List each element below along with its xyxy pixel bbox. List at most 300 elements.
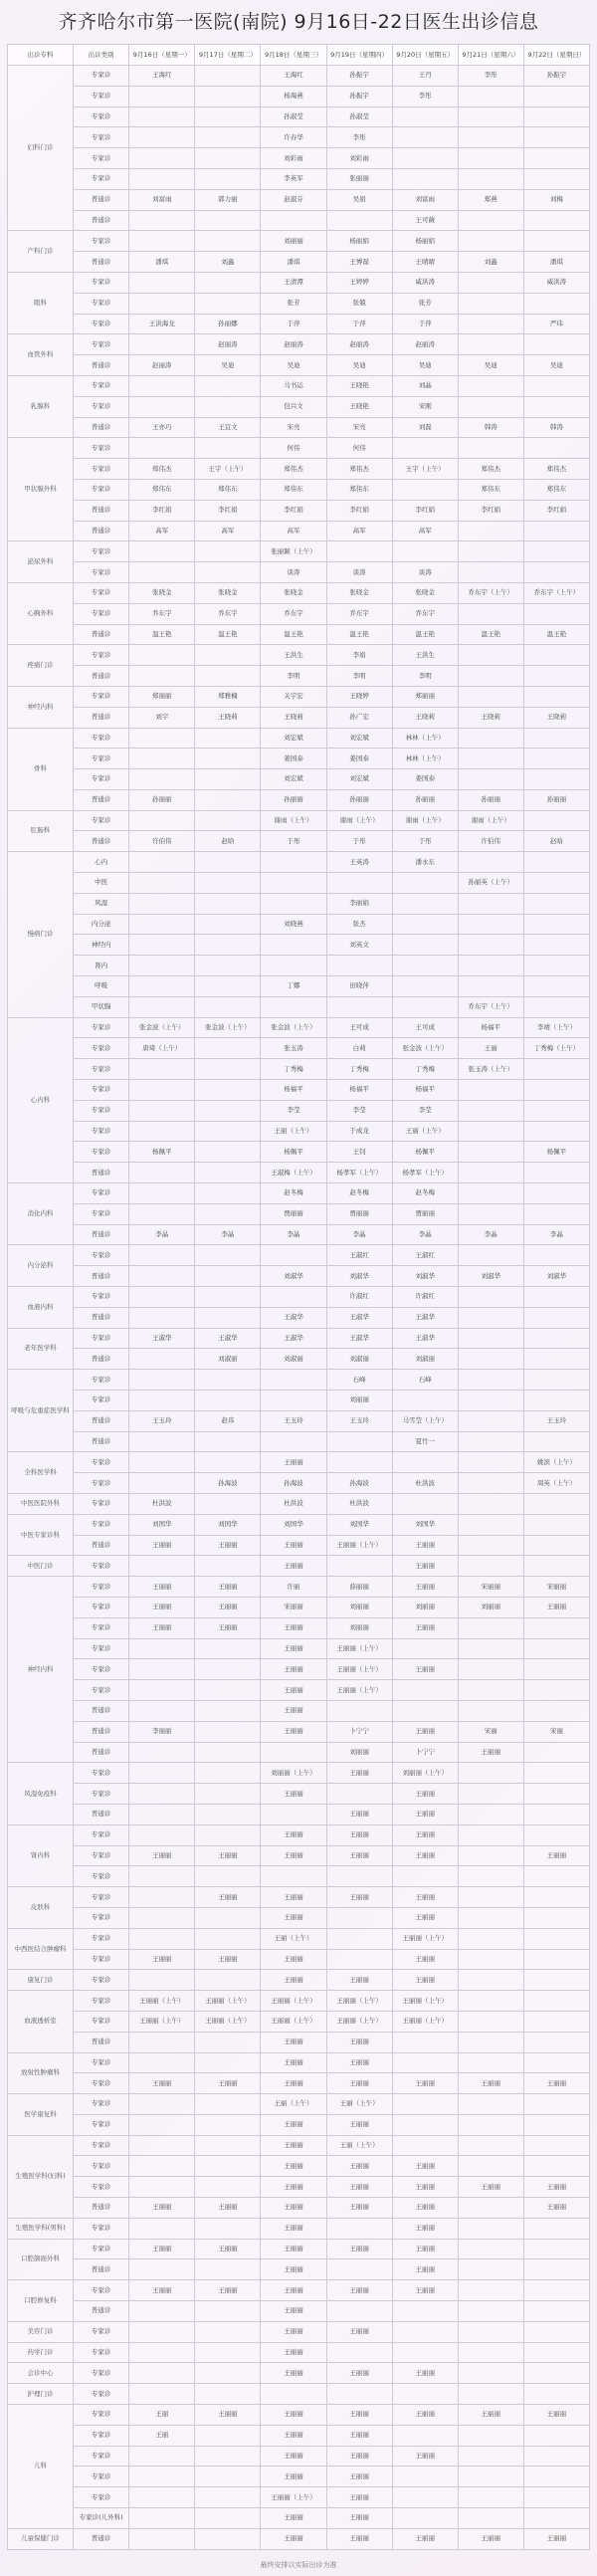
type-cell: 专家诊	[74, 1887, 129, 1908]
doctor-cell: 王丽丽	[392, 1887, 458, 1908]
doctor-cell: 王丽丽	[392, 2280, 458, 2301]
table-row	[8, 1514, 590, 1535]
type-cell: 专家诊	[74, 1203, 129, 1224]
doctor-cell: 王丽丽	[392, 1556, 458, 1577]
doctor-cell: 赵丽涛	[326, 334, 392, 355]
doctor-cell: 张金波（上午）	[129, 1017, 195, 1038]
dept-cell: 中医医院外科	[8, 1493, 74, 1514]
header-cell-type: 出诊类别	[74, 45, 129, 66]
dept-cell: 会诊中心	[8, 2363, 74, 2384]
doctor-cell: 王丽丽（上午）	[326, 1535, 392, 1556]
header-cell-dept: 出诊专科	[8, 45, 74, 66]
table-row	[8, 2239, 590, 2259]
schedule-table	[7, 44, 590, 2550]
doctor-cell: 王丽丽	[458, 2073, 523, 2094]
doctor-cell: 王淑华	[326, 1328, 392, 1349]
doctor-cell: 孙海波	[195, 1473, 261, 1494]
doctor-cell	[195, 728, 261, 749]
doctor-cell: 王海红	[261, 66, 326, 87]
doctor-cell	[523, 1742, 589, 1763]
doctor-cell	[458, 1452, 523, 1473]
doctor-cell: 王丽丽	[326, 2363, 392, 2384]
doctor-cell: 王丽丽（上午）	[392, 1928, 458, 1949]
doctor-cell: 温王艳	[523, 624, 589, 645]
doctor-cell: 孙广宏	[326, 707, 392, 728]
dept-cell: 内分泌科	[8, 1245, 74, 1287]
doctor-cell: 赵淑芬	[261, 189, 326, 210]
doctor-cell: 赵丽涛	[392, 334, 458, 355]
doctor-cell	[458, 1535, 523, 1556]
table-row	[8, 2011, 590, 2032]
doctor-cell	[523, 521, 589, 541]
doctor-cell: 王丽丽	[261, 2239, 326, 2259]
doctor-cell	[458, 2135, 523, 2156]
table-row	[8, 521, 590, 541]
doctor-cell	[458, 148, 523, 169]
doctor-cell	[458, 2487, 523, 2508]
doctor-cell: 李晶	[392, 1224, 458, 1245]
doctor-cell: 王晓莉	[458, 707, 523, 728]
doctor-cell: 王丽丽	[129, 2239, 195, 2259]
doctor-cell	[458, 1349, 523, 1370]
doctor-cell: 张晓金	[195, 582, 261, 603]
doctor-cell: 赵冬梅	[261, 1183, 326, 1204]
doctor-cell	[195, 2135, 261, 2156]
doctor-cell: 谢雨（上午）	[392, 810, 458, 831]
doctor-cell: 刘国华	[195, 1514, 261, 1535]
table-row	[8, 996, 590, 1017]
doctor-cell	[129, 1349, 195, 1370]
doctor-cell: 张晓金	[326, 582, 392, 603]
doctor-cell: 王丽丽	[261, 1452, 326, 1473]
doctor-cell: 王丽丽	[326, 1845, 392, 1866]
doctor-cell	[392, 2032, 458, 2052]
doctor-cell: 张晓金	[261, 582, 326, 603]
doctor-cell	[458, 210, 523, 231]
doctor-cell: 王丽丽	[261, 1845, 326, 1866]
doctor-cell	[195, 749, 261, 769]
type-cell: 普通诊	[74, 1266, 129, 1287]
doctor-cell: 王丽丽	[326, 2425, 392, 2446]
doctor-cell: 张兢	[326, 293, 392, 314]
doctor-cell: 李彤	[326, 127, 392, 148]
doctor-cell: 王丽丽	[195, 1617, 261, 1638]
doctor-cell: 杨福平	[326, 1080, 392, 1101]
doctor-cell	[458, 2363, 523, 2384]
doctor-cell: 王丽丽	[392, 1970, 458, 1991]
doctor-cell	[523, 2342, 589, 2363]
doctor-cell	[261, 1287, 326, 1308]
doctor-cell	[458, 686, 523, 707]
doctor-cell	[129, 127, 195, 148]
type-cell: 专家诊	[74, 1183, 129, 1204]
doctor-cell: 孙振宇	[326, 66, 392, 87]
doctor-cell	[392, 148, 458, 169]
doctor-cell: 刘晶	[392, 375, 458, 396]
doctor-cell	[195, 2467, 261, 2487]
doctor-cell: 刘宏斌	[326, 769, 392, 790]
type-cell: 普通诊	[74, 624, 129, 645]
doctor-cell: 周英（上午）	[523, 1473, 589, 1494]
type-cell: 专家诊	[74, 2384, 129, 2405]
doctor-cell: 高军	[195, 521, 261, 541]
doctor-cell	[523, 603, 589, 624]
doctor-cell: 韩涛	[458, 417, 523, 438]
doctor-cell	[458, 749, 523, 769]
doctor-cell	[261, 873, 326, 894]
type-cell: 专家诊	[74, 272, 129, 293]
table-row	[8, 1224, 590, 1245]
doctor-cell	[129, 1700, 195, 1721]
doctor-cell	[523, 107, 589, 127]
dept-cell: 美容门诊	[8, 2321, 74, 2342]
doctor-cell: 王晓莉	[195, 707, 261, 728]
doctor-cell	[458, 1825, 523, 1845]
doctor-cell: 王丽丽	[195, 1535, 261, 1556]
doctor-cell: 杜洪波	[326, 1493, 392, 1514]
doctor-cell	[458, 231, 523, 252]
type-cell: 普通诊	[74, 2259, 129, 2280]
doctor-cell: 何伟	[261, 438, 326, 459]
doctor-cell: 王钊	[326, 1142, 392, 1163]
doctor-cell: 王丽	[129, 2405, 195, 2426]
doctor-cell	[195, 2218, 261, 2239]
table-row	[8, 1452, 590, 1473]
doctor-cell	[523, 2384, 589, 2405]
doctor-cell: 石峰	[326, 1370, 392, 1391]
table-row	[8, 728, 590, 749]
doctor-cell	[326, 956, 392, 976]
doctor-cell	[392, 1866, 458, 1887]
doctor-cell	[195, 2094, 261, 2115]
doctor-cell: 何伟	[326, 438, 392, 459]
doctor-cell	[458, 1287, 523, 1308]
doctor-cell: 乔东宇（上午）	[458, 996, 523, 1017]
doctor-cell	[458, 438, 523, 459]
doctor-cell	[195, 1928, 261, 1949]
doctor-cell: 王玉玲	[261, 1410, 326, 1431]
doctor-cell	[195, 1370, 261, 1391]
doctor-cell: 孙丽娜	[195, 314, 261, 334]
doctor-cell: 王丽丽	[392, 2239, 458, 2259]
doctor-cell	[129, 1804, 195, 1825]
doctor-cell	[523, 127, 589, 148]
doctor-cell	[195, 2508, 261, 2529]
table-row	[8, 1742, 590, 1763]
table-row	[8, 810, 590, 831]
doctor-cell: 王丽（上午）	[326, 2135, 392, 2156]
doctor-cell	[523, 2218, 589, 2239]
dept-cell: 神经内科	[8, 686, 74, 728]
type-cell: 普通诊	[74, 1163, 129, 1183]
header-cell-day: 9月19日（星期四）	[326, 45, 392, 66]
doctor-cell	[195, 541, 261, 562]
table-row	[8, 686, 590, 707]
type-cell: 普通诊	[74, 707, 129, 728]
doctor-cell	[195, 1742, 261, 1763]
table-row	[8, 831, 590, 852]
table-row	[8, 86, 590, 107]
doctor-cell: 王丽丽	[392, 1845, 458, 1866]
type-cell: 专家诊	[74, 2487, 129, 2508]
table-row	[8, 2218, 590, 2239]
doctor-cell: 王丽丽	[458, 1742, 523, 1763]
doctor-cell	[326, 873, 392, 894]
doctor-cell	[129, 1307, 195, 1328]
type-cell: 专家诊	[74, 1991, 129, 2012]
doctor-cell: 王丽丽	[326, 2073, 392, 2094]
doctor-cell	[195, 1163, 261, 1183]
table-row	[8, 914, 590, 935]
type-cell: 甲状腺	[74, 996, 129, 1017]
doctor-cell: 温王艳	[129, 624, 195, 645]
table-row	[8, 314, 590, 334]
doctor-cell: 王丽丽	[261, 2073, 326, 2094]
doctor-cell	[195, 1907, 261, 1928]
table-row	[8, 2094, 590, 2115]
table-row	[8, 2135, 590, 2156]
doctor-cell: 刘丽丽	[261, 231, 326, 252]
doctor-cell	[129, 2135, 195, 2156]
doctor-cell: 张丽丽	[326, 168, 392, 189]
type-cell: 专家诊	[74, 2114, 129, 2135]
doctor-cell: 李晶	[523, 1224, 589, 1245]
table-row	[8, 417, 590, 438]
doctor-cell	[523, 1659, 589, 1680]
doctor-cell	[326, 2218, 392, 2239]
dept-cell: 心胸外科	[8, 582, 74, 644]
dept-cell: 中医专家诊科	[8, 1514, 74, 1556]
type-cell: 专家诊	[74, 2218, 129, 2239]
doctor-cell	[195, 2487, 261, 2508]
doctor-cell	[458, 2446, 523, 2467]
doctor-cell: 王丽丽（上午）	[392, 2011, 458, 2032]
doctor-cell	[458, 1163, 523, 1183]
footer-note: 最终安排以实际出诊为准	[260, 2561, 337, 2569]
doctor-cell	[129, 728, 195, 749]
doctor-cell: 杨佩平	[261, 1142, 326, 1163]
doctor-cell	[458, 541, 523, 562]
type-cell: 专家诊	[74, 1825, 129, 1845]
doctor-cell	[458, 2156, 523, 2177]
doctor-cell	[195, 1203, 261, 1224]
doctor-cell	[261, 1866, 326, 1887]
doctor-cell: 李丽丽	[129, 1721, 195, 1742]
doctor-cell	[392, 479, 458, 500]
table-row	[8, 127, 590, 148]
doctor-cell: 吴迪	[195, 355, 261, 376]
doctor-cell	[195, 1100, 261, 1121]
doctor-cell: 王丽丽	[261, 2528, 326, 2549]
type-cell: 专家诊	[74, 1245, 129, 1266]
doctor-cell: 姜国泰	[392, 769, 458, 790]
type-cell: 专家诊	[74, 1680, 129, 1701]
doctor-cell: 宋刚	[392, 396, 458, 417]
table-row	[8, 645, 590, 666]
doctor-cell	[129, 1121, 195, 1142]
dept-cell: 中医门诊	[8, 1556, 74, 1577]
doctor-cell: 王玉玲	[129, 1410, 195, 1431]
doctor-cell: 谢雨（上午）	[261, 810, 326, 831]
doctor-cell	[523, 562, 589, 583]
type-cell: 普通诊	[74, 1742, 129, 1763]
doctor-cell	[195, 1700, 261, 1721]
doctor-cell	[129, 1100, 195, 1121]
doctor-cell: 王丽丽	[326, 1970, 392, 1991]
type-cell: 专家诊	[74, 1638, 129, 1659]
doctor-cell: 张芳	[392, 293, 458, 314]
type-cell: 专家诊	[74, 2405, 129, 2426]
doctor-cell	[129, 1928, 195, 1949]
type-cell: 专家诊	[74, 1142, 129, 1163]
doctor-cell: 王丽	[129, 2425, 195, 2446]
doctor-cell: 刘磊	[392, 417, 458, 438]
type-cell: 专家诊	[74, 314, 129, 334]
doctor-cell: 宋亮	[261, 417, 326, 438]
doctor-cell: 王丽丽（上午）	[129, 2011, 195, 2032]
doctor-cell: 郑伟东	[326, 479, 392, 500]
doctor-cell: 孙海波	[326, 1473, 392, 1494]
type-cell: 专家诊	[74, 1659, 129, 1680]
table-row	[8, 2487, 590, 2508]
doctor-cell	[523, 1535, 589, 1556]
doctor-cell	[261, 1431, 326, 1452]
doctor-cell	[458, 666, 523, 687]
type-cell: 中医	[74, 873, 129, 894]
doctor-cell	[523, 2135, 589, 2156]
doctor-cell: 王丽丽	[326, 2032, 392, 2052]
doctor-cell	[195, 976, 261, 997]
doctor-cell: 郑丽丽	[392, 686, 458, 707]
doctor-cell	[195, 2156, 261, 2177]
type-cell: 普通诊	[74, 2528, 129, 2549]
doctor-cell	[458, 1142, 523, 1163]
doctor-cell	[523, 2446, 589, 2467]
doctor-cell: 王可成	[326, 1017, 392, 1038]
dept-cell: 康复门诊	[8, 1970, 74, 1991]
doctor-cell: 王晓莉	[523, 707, 589, 728]
doctor-cell: 宋丽丽	[523, 1577, 589, 1598]
doctor-cell: 王丽丽	[326, 2156, 392, 2177]
doctor-cell	[129, 2114, 195, 2135]
doctor-cell: 王玉玲	[326, 1410, 392, 1431]
doctor-cell	[129, 996, 195, 1017]
doctor-cell: 王丽丽（上午）	[129, 1991, 195, 2012]
doctor-cell: 许淑红	[326, 1287, 392, 1308]
type-cell: 普通诊	[74, 2198, 129, 2219]
doctor-cell	[392, 2425, 458, 2446]
doctor-cell	[129, 1763, 195, 1784]
table-row	[8, 1431, 590, 1452]
doctor-cell: 丁秀梅	[261, 1059, 326, 1080]
table-row	[8, 2528, 590, 2549]
doctor-cell: 王丽丽	[326, 2114, 392, 2135]
type-cell: 普通诊	[74, 417, 129, 438]
doctor-cell: 乔东宇	[195, 603, 261, 624]
type-cell: 普通诊	[74, 1804, 129, 1825]
type-cell: 专家诊	[74, 1556, 129, 1577]
doctor-cell: 赵冬梅	[392, 1183, 458, 1204]
type-cell: 专家诊	[74, 459, 129, 480]
doctor-cell: 韩涛	[523, 417, 589, 438]
doctor-cell: 李晶	[129, 1224, 195, 1245]
doctor-cell	[523, 1700, 589, 1721]
doctor-cell: 吴迪	[261, 355, 326, 376]
doctor-cell: 王丽丽	[458, 2528, 523, 2549]
table-row	[8, 1638, 590, 1659]
doctor-cell: 王丽丽（上午）	[392, 1991, 458, 2012]
table-row	[8, 2446, 590, 2467]
dept-cell: 皮肤科	[8, 1887, 74, 1929]
doctor-cell	[458, 1370, 523, 1391]
doctor-cell	[195, 2446, 261, 2467]
table-row	[8, 1493, 590, 1514]
doctor-cell	[458, 1307, 523, 1328]
doctor-cell	[129, 1742, 195, 1763]
doctor-cell: 刘丽丽	[326, 1597, 392, 1617]
type-cell: 专家诊	[74, 1473, 129, 1494]
doctor-cell: 王丽丽	[326, 2177, 392, 2198]
doctor-cell	[523, 1493, 589, 1514]
type-cell: 专家诊	[74, 1928, 129, 1949]
table-row	[8, 1163, 590, 1183]
doctor-cell: 王丽丽	[326, 2198, 392, 2219]
doctor-cell	[392, 2094, 458, 2115]
type-cell: 专家诊	[74, 148, 129, 169]
type-cell: 专家诊	[74, 603, 129, 624]
type-cell: 专家诊	[74, 168, 129, 189]
doctor-cell	[392, 976, 458, 997]
doctor-cell	[392, 2114, 458, 2135]
dept-cell: 护理门诊	[8, 2384, 74, 2405]
doctor-cell	[458, 1431, 523, 1452]
doctor-cell	[523, 1907, 589, 1928]
doctor-cell	[326, 996, 392, 1017]
doctor-cell	[458, 272, 523, 293]
doctor-cell	[458, 2198, 523, 2219]
doctor-cell	[195, 789, 261, 810]
doctor-cell: 王丽丽	[261, 2032, 326, 2052]
doctor-cell: 孙丽丽	[326, 789, 392, 810]
doctor-cell: 王丽丽	[392, 2363, 458, 2384]
table-row	[8, 1970, 590, 1991]
doctor-cell	[195, 375, 261, 396]
dept-cell: 泌尿外科	[8, 541, 74, 583]
type-cell: 专家诊	[74, 1970, 129, 1991]
doctor-cell	[392, 2321, 458, 2342]
doctor-cell: 王丽丽	[129, 1845, 195, 1866]
type-cell: 普通诊	[74, 1721, 129, 1742]
doctor-cell	[195, 893, 261, 914]
doctor-cell	[392, 438, 458, 459]
doctor-cell: 李明	[261, 666, 326, 687]
doctor-cell	[392, 127, 458, 148]
doctor-cell	[523, 2239, 589, 2259]
doctor-cell: 王可成	[392, 1017, 458, 1038]
table-row	[8, 1080, 590, 1101]
type-cell: 普通诊	[74, 252, 129, 273]
doctor-cell: 李娟	[326, 645, 392, 666]
doctor-cell: 王丽丽	[261, 2342, 326, 2363]
doctor-cell: 李明	[326, 666, 392, 687]
doctor-cell: 刘国华	[261, 1514, 326, 1535]
doctor-cell	[129, 935, 195, 956]
doctor-cell: 王亦巧	[129, 417, 195, 438]
doctor-cell	[195, 2363, 261, 2384]
doctor-cell: 张金波（上午）	[392, 1038, 458, 1059]
doctor-cell: 王丽丽	[261, 2177, 326, 2198]
doctor-cell	[523, 1949, 589, 1970]
